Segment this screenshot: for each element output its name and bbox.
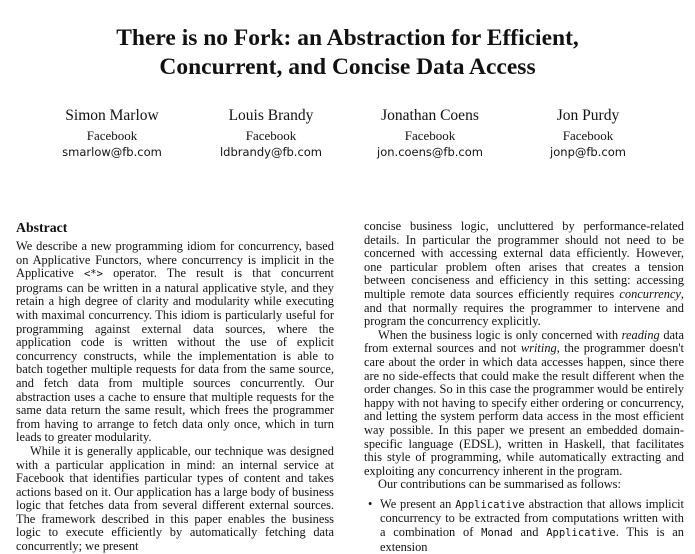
right-column — [364, 220, 684, 554]
inline-code: <*> — [83, 268, 103, 281]
abstract-heading: Abstract — [16, 220, 68, 235]
author-affiliation: Facebook — [404, 128, 456, 143]
author-affiliation: Facebook — [562, 128, 614, 143]
author-name: Simon Marlow — [65, 107, 159, 124]
author-block-1 — [27, 106, 197, 160]
author-block-2 — [186, 106, 356, 160]
emphasis: reading — [621, 327, 660, 342]
body-paragraph-3: Our contributions can be summarised as follows: — [378, 477, 621, 492]
list-text: and — [512, 525, 547, 540]
author-name: Jon Purdy — [556, 107, 620, 124]
list-text: . This is an extension — [380, 525, 684, 554]
body-text: concise business logic, uncluttered by performance-related details. In particular the programmer should not need to be concerned with accessing external data efficiently. However, one particular problem often arises that creates a tension between conciseness and efficiency in this setting: accessing multiple remote data sources efficiently requires — [364, 219, 684, 301]
author-email: smarlow@fb.com — [62, 145, 162, 159]
body-text: When the business logic is only concerned with — [378, 327, 622, 342]
paper-title — [20, 24, 675, 82]
author-name: Jonathan Coens — [381, 107, 479, 124]
inline-code: Monad — [481, 527, 513, 540]
contributions-list — [364, 498, 684, 554]
author-block-4 — [503, 106, 673, 160]
body-text: data from external sources and not — [364, 327, 684, 356]
author-name: Louis Brandy — [228, 107, 314, 124]
author-email: ldbrandy@fb.com — [219, 145, 323, 159]
left-column — [16, 220, 334, 554]
abstract-text: We describe a new programming idiom for concurrency, based on Applicative Functors, where concurrency is implicit in the Applicative — [16, 239, 334, 281]
inline-code: Applicative — [546, 527, 616, 540]
emphasis: concurrency — [619, 286, 681, 301]
list-item — [368, 496, 684, 554]
list-text: We present an — [380, 496, 456, 511]
abstract-paragraph-1 — [16, 240, 334, 445]
bullet-glyph: • — [368, 496, 373, 511]
author-affiliation: Facebook — [86, 128, 138, 143]
body-text: , the programmer doesn't care about the order in which data accesses happen, since there are no side-effects that could make the result different when the order changes. So in this case the programmer would be entirely happy with not having to specify either ordering or concurrency, and letting the system perform data access in the most efficient way possible. In this paper we present an embedded domain-specific language (EDSL), written in Haskell, that facilitates this style of programming, while automatically extracting and exploiting any concurrency inherent in the program. — [364, 341, 684, 478]
abstract-paragraph-2: While it is generally applicable, our technique was designed with a particular application in mind: an internal service at Facebook that identifies particular types of content and takes actions based on it. Our application has a large body of business logic that fetches data from several different external sources. The framework described in this paper enables the business logic to execute efficiently by automatically fetching data concurrently; we present — [16, 443, 334, 554]
emphasis: writing — [520, 341, 557, 356]
abstract-text: operator. The result is that concurrent programs can be written in a natural applicative style, and they retain a high degree of clarity and modularity while executing with maximal concurrency. This idiom is particularly useful for programming against external data sources, where the application code is written without the use of explicit concurrency constructs, while the implementation is able to batch together multiple requests for data from the same source, and fetch data from multiple sources concurrently. Our abstraction uses a cache to ensure that multiple requests for the same data return the same result, which frees the programmer from having to arrange to fetch data only once, which in turn leads to greater modularity. — [16, 266, 334, 445]
author-email: jon.coens@fb.com — [377, 145, 483, 159]
body-paragraph-2 — [364, 329, 684, 479]
author-block-3 — [345, 106, 515, 160]
paper-title-line-1: There is no Fork: an Abstraction for Efficient, — [116, 25, 579, 51]
author-email: jonp@fb.com — [550, 145, 626, 159]
paper-title-line-2: Concurrent, and Concise Data Access — [159, 54, 536, 80]
body-text: , and that normally requires the programmer to intervene and program the concurrency explicitly. — [364, 286, 684, 329]
inline-code: Applicative — [455, 498, 525, 511]
author-affiliation: Facebook — [245, 128, 297, 143]
list-text: abstraction that allows implicit concurrency to be extracted from computations written with a combination of — [380, 496, 684, 540]
body-paragraph-1 — [364, 220, 684, 329]
